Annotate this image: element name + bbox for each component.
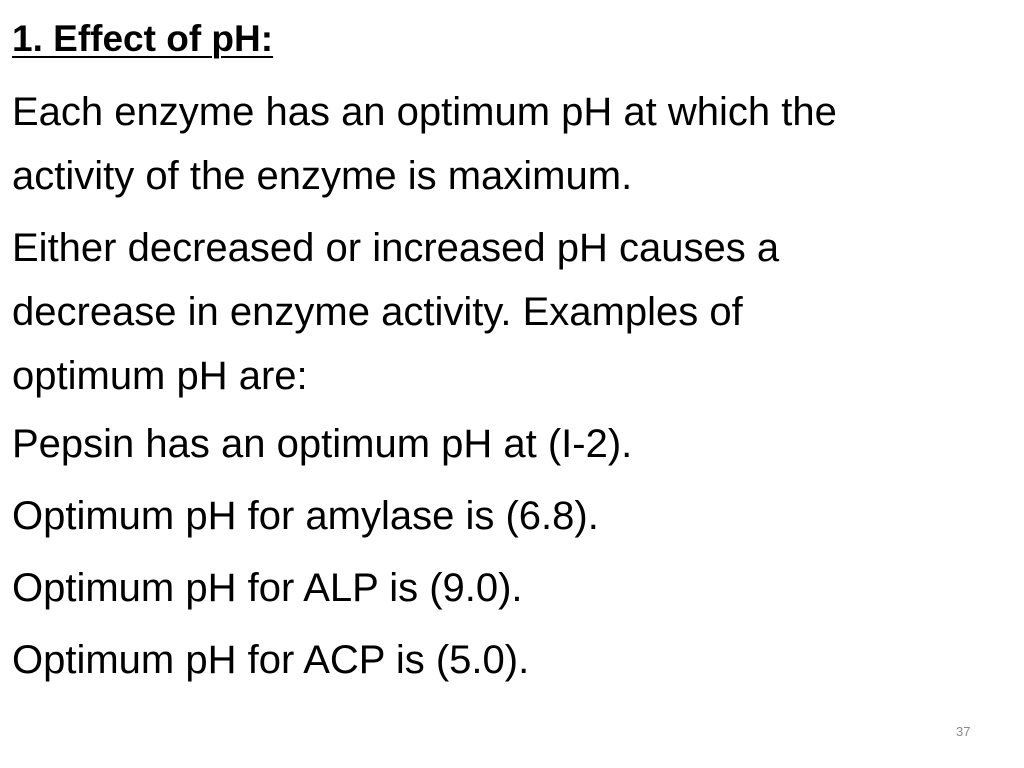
paragraph-ph-change (12, 216, 779, 408)
text-line: activity of the enzyme is maximum. (12, 154, 633, 198)
paragraph-optimum-ph (12, 80, 837, 208)
paragraph-alp (12, 556, 523, 620)
text-line: Optimum pH for ACP is (5.0). (12, 638, 530, 682)
slide (12, 0, 1002, 768)
paragraph-acp (12, 628, 529, 692)
text-line: Pepsin has an optimum pH at (I-2). (12, 422, 633, 466)
text-line: Optimum pH for ALP is (9.0). (12, 566, 523, 610)
text-line: Either decreased or increased pH causes a (12, 226, 780, 270)
text-line: Optimum pH for amylase is (6.8). (12, 494, 599, 538)
paragraph-pepsin (12, 412, 632, 476)
slide-number: 37 (956, 724, 971, 739)
paragraph-amylase (12, 484, 599, 548)
text-line: Each enzyme has an optimum pH at which the (12, 90, 837, 134)
slide-heading: 1. Effect of pH: (12, 18, 274, 59)
text-line: decrease in enzyme activity. Examples of (12, 290, 743, 334)
text-line: optimum pH are: (12, 354, 308, 398)
